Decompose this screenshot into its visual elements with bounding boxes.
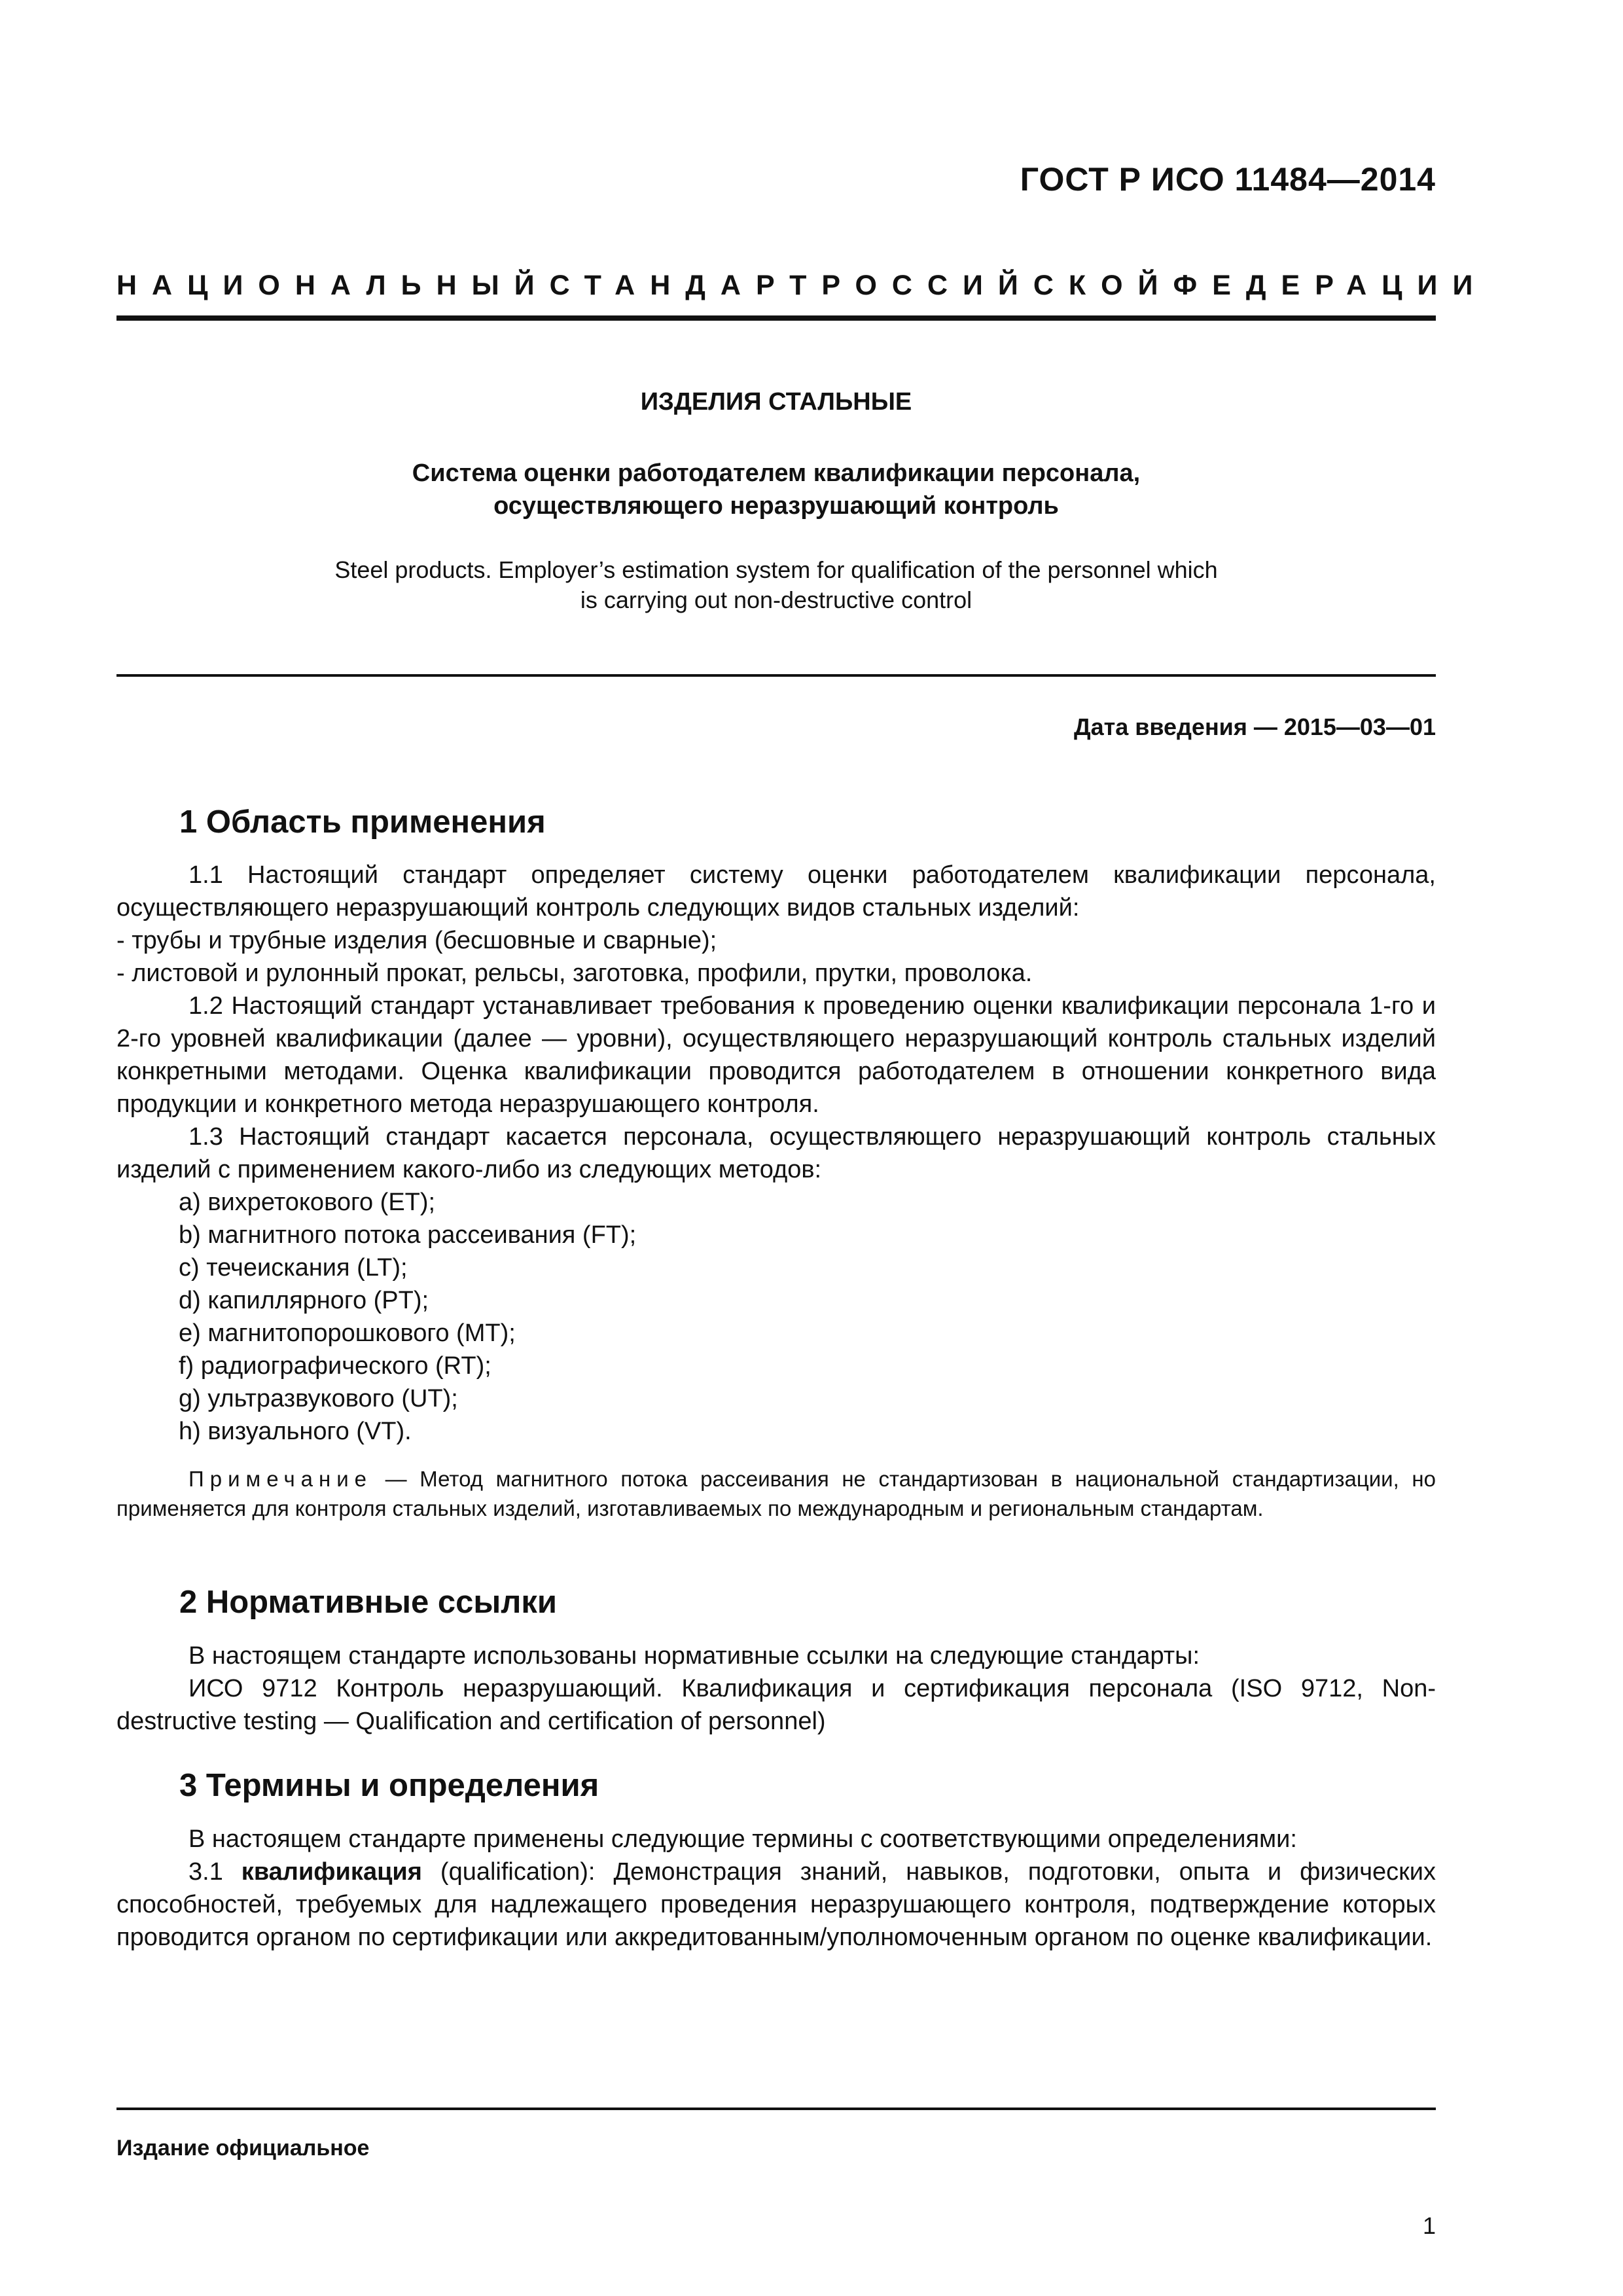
method-item: h) визуального (VT). (179, 1418, 412, 1445)
page-number: 1 (1422, 2212, 1436, 2239)
method-item: d) капиллярного (PT); (179, 1287, 429, 1314)
english-title-line: is carrying out non-destructive control (580, 586, 972, 613)
header-rule (116, 315, 1436, 321)
section-heading-terms: 3 Термины и определения (179, 1768, 599, 1803)
introduction-date: Дата введения — 2015—03—01 (1073, 713, 1436, 740)
method-item: f) радиографического (RT); (179, 1352, 491, 1380)
english-title-line: Steel products. Employer’s estimation system for qualification of the personnel which (334, 556, 1218, 583)
paragraph-1-2: 1.2 Настоящий стандарт устанавливает требования к проведению оценки квалификации персонала 1-го и 2-го уровней квалификации (далее — уровни), осуществляющего неразрушающий контроль стальных изделий конкретными методами. Оценка квалификации проводится работодателем в отношении конкретного вида продукции и конкретного метода неразрушающего контроля. (116, 992, 1436, 1118)
paragraph-2-intro: В настоящем стандарте использованы нормативные ссылки на следующие стандарты: (188, 1642, 1200, 1670)
method-item: a) вихретокового (ET); (179, 1189, 436, 1216)
banner-word: НАЦИОНАЛЬНЫЙ (116, 270, 550, 301)
term-number: 3.1 (188, 1858, 241, 1886)
standard-code: ГОСТ Р ИСО 11484—2014 (1020, 161, 1436, 198)
national-standard-banner (116, 270, 1488, 302)
section-heading-scope: 1 Область применения (179, 804, 546, 840)
banner-word: РОССИЙСКОЙ (821, 270, 1173, 301)
paragraph-3-intro: В настоящем стандарте применены следующие термины с соответствующими определениями: (188, 1825, 1297, 1853)
subtitle-line: Система оценки работодателем квалификации персонала, (412, 459, 1141, 487)
list-item: - трубы и трубные изделия (бесшовные и сварные); (116, 927, 717, 954)
banner-word: ФЕДЕРАЦИИ (1173, 270, 1488, 301)
method-item: b) магнитного потока рассеивания (FT); (179, 1221, 637, 1249)
list-item: - листовой и рулонный прокат, рельсы, заготовка, профили, прутки, проволока. (116, 960, 1033, 987)
section-heading-normative-references: 2 Нормативные ссылки (179, 1585, 557, 1620)
edition-label: Издание официальное (116, 2136, 370, 2161)
method-item: g) ультразвукового (UT); (179, 1385, 458, 1412)
paragraph-1-3: 1.3 Настоящий стандарт касается персонала, осуществляющего неразрушающий контроль стальных изделий с применением какого-либо из следующих методов: (116, 1123, 1436, 1183)
document-subtitle (116, 457, 1436, 522)
term-definition: (qualification): Демонстрация знаний, навыков, подготовки, опыта и физических способностей, требуемых для надлежащего проведения неразрушающего контроля, подтверждение которых проводится органом по сертификации или аккредитованным/уполномоченным органом по оценке квалификации. (116, 1858, 1436, 1951)
document-page (116, 0, 1488, 2296)
banner-word: СТАНДАРТ (549, 270, 822, 301)
note-label: Примечание (188, 1467, 373, 1491)
term: квалификация (241, 1858, 422, 1886)
method-item: c) течеискания (LT); (179, 1254, 408, 1282)
english-title (116, 555, 1436, 615)
document-title: ИЗДЕЛИЯ СТАЛЬНЫЕ (640, 388, 912, 416)
note-text: — Метод магнитного потока рассеивания не стандартизован в национальной стандартизации, но применяется для контроля стальных изделий, изготавливаемых по международным и региональным стандартам. (116, 1467, 1436, 1520)
method-item: e) магнитопорошкового (MT); (179, 1319, 516, 1347)
paragraph-2-reference: ИСО 9712 Контроль неразрушающий. Квалификация и сертификация персонала (ISO 9712, Non-destructive testing — Qualification and certification of personnel) (116, 1675, 1436, 1735)
paragraph-3-1 (116, 1856, 1436, 1954)
title-rule (116, 674, 1436, 677)
note (116, 1464, 1436, 1523)
paragraph-1-1: 1.1 Настоящий стандарт определяет систему оценки работодателем квалификации персонала, осуществляющего неразрушающий контроль следующих видов стальных изделий: (116, 861, 1436, 922)
footer-rule (116, 2108, 1436, 2110)
subtitle-line: осуществляющего неразрушающий контроль (493, 492, 1059, 520)
